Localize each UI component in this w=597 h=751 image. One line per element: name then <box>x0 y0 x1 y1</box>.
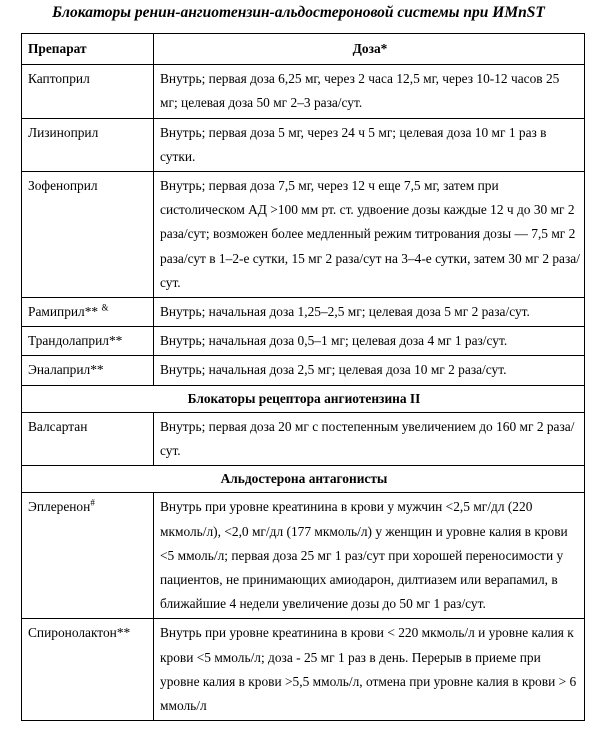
drug-cell <box>22 65 154 118</box>
table-row <box>22 298 585 327</box>
dosing-table <box>21 33 585 721</box>
drug-name: Рамиприл** <box>28 304 102 320</box>
dose-cell: Внутрь; первая доза 7,5 мг, через 12 ч еще 7,5 мг, затем при систолическом АД >100 мм рт. ст. удвоение дозы каждые 12 ч до 30 мг 2 раза/сут; возможен более медленный режим титрования дозы — 7,5 мг 2 раза/сут в 1–2-е сутки, 15 мг 2 раза/сут на 3–4-е сутки, затем 30 мг 2 раза/сут. <box>154 172 585 298</box>
header-dose: Доза* <box>154 34 585 65</box>
section-heading: Альдостерона антагонисты <box>22 466 585 493</box>
dose-cell: Внутрь; первая доза 5 мг, через 24 ч 5 мг; целевая доза 10 мг 1 раз в сутки. <box>154 118 585 171</box>
drug-cell <box>22 412 154 465</box>
dose-cell: Внутрь; первая доза 6,25 мг, через 2 часа 12,5 мг, через 10-12 часов 25 мг; целевая доза 50 мг 2–3 раза/сут. <box>154 65 585 118</box>
drug-cell <box>22 118 154 171</box>
footnote-mark: # <box>90 497 95 508</box>
drug-name: Эналаприл** <box>28 362 104 378</box>
table-row <box>22 118 585 171</box>
table-row <box>22 619 585 721</box>
header-drug: Препарат <box>22 34 154 65</box>
table-row <box>22 493 585 619</box>
dose-cell: Внутрь; начальная доза 2,5 мг; целевая доза 10 мг 2 раза/сут. <box>154 356 585 385</box>
drug-name: Спиронолактон** <box>28 625 131 641</box>
drug-cell <box>22 327 154 356</box>
dose-cell: Внутрь; начальная доза 1,25–2,5 мг; целевая доза 5 мг 2 раза/сут. <box>154 298 585 327</box>
drug-cell <box>22 493 154 619</box>
drug-name: Зофеноприл <box>28 178 98 194</box>
footnote-mark: & <box>101 302 109 313</box>
header-row <box>22 34 585 65</box>
section-heading: Блокаторы рецептора ангиотензина II <box>22 385 585 412</box>
section-row <box>22 385 585 412</box>
dose-cell: Внутрь; начальная доза 0,5–1 мг; целевая доза 4 мг 1 раз/сут. <box>154 327 585 356</box>
table-title: Блокаторы ренин-ангиотензин-альдостероновой системы при ИМпST <box>52 4 545 21</box>
drug-cell <box>22 172 154 298</box>
section-row <box>22 466 585 493</box>
table-row <box>22 172 585 298</box>
table-row <box>22 356 585 385</box>
drug-name: Трандолаприл** <box>28 333 123 349</box>
drug-cell <box>22 619 154 721</box>
drug-name: Валсартан <box>28 418 88 434</box>
drug-cell <box>22 298 154 327</box>
drug-name: Каптоприл <box>28 71 90 87</box>
dose-cell: Внутрь при уровне креатинина в крови < 220 мкмоль/л и уровне калия к крови <5 ммоль/л; доза - 25 мг 1 раз в день. Перерыв в приеме при уровне калия в крови >5,5 ммоль/л, отмена при уровне калия в крови > 6 ммоль/л <box>154 619 585 721</box>
table-row <box>22 65 585 118</box>
drug-cell <box>22 356 154 385</box>
table-row <box>22 412 585 465</box>
drug-name: Лизиноприл <box>28 124 99 140</box>
table-row <box>22 327 585 356</box>
dose-cell: Внутрь; первая доза 20 мг с постепенным увеличением до 160 мг 2 раза/сут. <box>154 412 585 465</box>
dose-cell: Внутрь при уровне креатинина в крови у мужчин <2,5 мг/дл (220 мкмоль/л), <2,0 мг/дл (177 мкмоль/л) у женщин и уровне калия в крови <5 ммоль/л; первая доза 25 мг 1 раз/сут при хорошей переносимости у пациентов, не принимающих амиодарон, дилтиазем или верапамил, в ближайшие 4 недели увеличение дозы до 50 мг 1 раз/сут. <box>154 493 585 619</box>
drug-name: Эплеренон <box>28 499 91 515</box>
